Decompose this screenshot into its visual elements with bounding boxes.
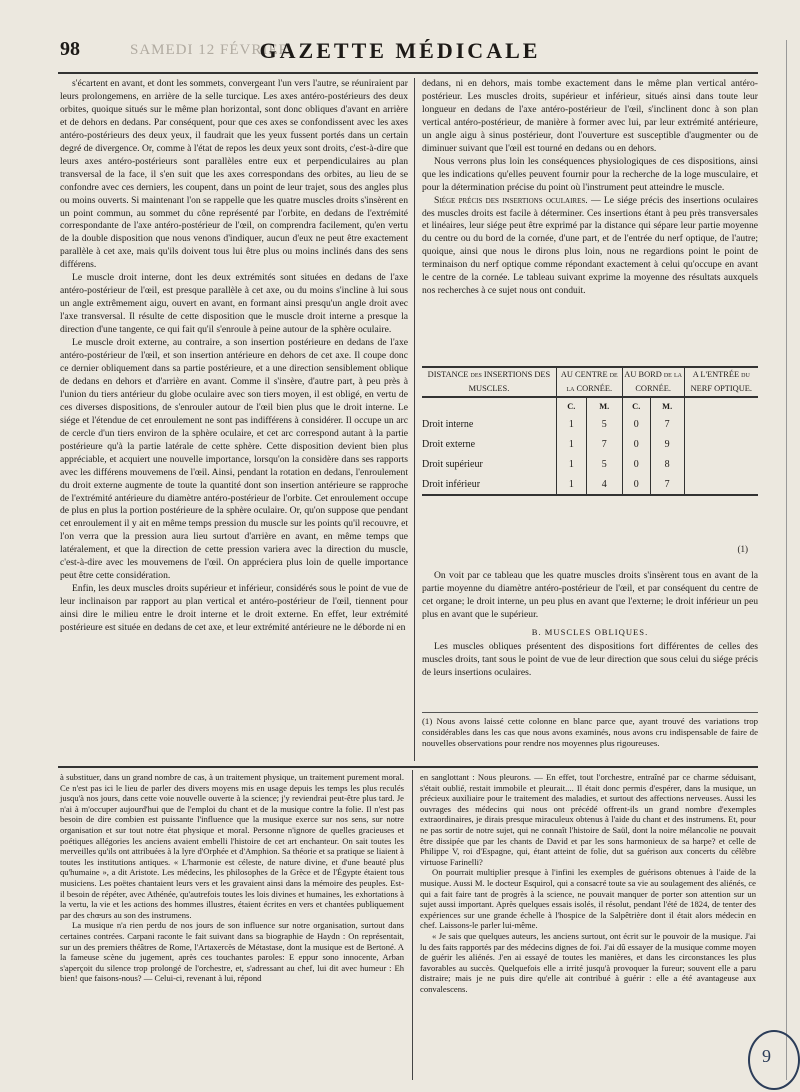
footnote-reference: (1) [737, 544, 748, 554]
row-label: Droit externe [422, 434, 556, 454]
row-label: Droit supérieur [422, 454, 556, 474]
table-subheader: M. [650, 397, 684, 414]
table-subheader: C. [622, 397, 650, 414]
paragraph: Le muscle droit interne, dont les deux extrémités sont situées en dedans de l'axe antéro-postérieur de l'œil, est presque parallèle à cet axe, ou du moins s'incline à lui sous un angle extrêmement aigu, ouvert en avant, en formant ainsi presqu'un angle droit avec l'axe transversal. Il résulte de cette disposition que le muscle droit interne a presque la direction d'une tangente, ce qui fait qu'il s'enroule à peine autour de la sphère oculaire. [60, 272, 408, 336]
table-row [422, 434, 758, 454]
page-header [40, 38, 760, 68]
cell: 9 [650, 434, 684, 454]
cell [684, 474, 758, 495]
paragraph: dedans, ni en dehors, mais tombe exactement dans le même plan vertical antéro-postérieur. Les muscles droits, supérieur et inférieur, situés ainsi dans toute leur longueur en dedans de l'axe antéro-postérieur de l'œil, s'inclinent donc à son plan vertical antéro-postérieur, de manière à former avec lui, par leur extrémité antérieure, un angle aigu à sinus postérieur, dont l'ouverture est susceptible d'augmenter ou de diminuer suivant que l'œil est tourné en dedans ou en dehors. [422, 78, 758, 154]
left-column [60, 78, 408, 635]
right-column-after-table [422, 570, 758, 680]
header-rule [58, 72, 758, 74]
cell: 1 [556, 434, 586, 454]
cell: 5 [586, 454, 622, 474]
footnote [422, 712, 758, 749]
table-row [422, 454, 758, 474]
paragraph: en sanglottant : Nous pleurons. — En effet, tout l'orchestre, entraîné par ce charme séduisant, s'était oublié, restait immobile et pleurait.... Il était donc permis d'espérer, dans la musique, un précieux auxiliaire pour le traitement des maladies, et surtout des affections nerveuses. Aussi les ouvrages des médecins qui nous ont précédé offrent-ils un grand nombre d'exemples extraordinaires, je dirais presque miraculeux obtenus à l'aide du chant et des instrumens. Et, pour ne pas sortir de notre sujet, qui ne connaît l'histoire de Saül, dont la noire mélancolie ne pouvait être dissipée que par les chants de David et par les sons harmonieux de sa harpe? et celle de Philippe V, roi d'Espagne, qui, étant atteint de folie, dut sa guérison aux concerts du célèbre virtuose Farinelli? [420, 772, 756, 867]
table-header: AU BORD de la CORNÉE. [622, 367, 684, 397]
page-edge-line [786, 40, 787, 1080]
paragraph: Enfin, les deux muscles droits supérieur et inférieur, considérés sous le point de vue de leur inclinaison par rapport au plan vertical et antéro-postérieur de l'œil, tiennent pour ainsi dire le milieu entre le droit interne et le droit externe. En effet, leur extrémité postérieure est située en dedans de cet axe, et leur extrémité antérieure ne le déborde ni en [60, 583, 408, 634]
footnote-text: (1) Nous avons laissé cette colonne en blanc parce que, ayant trouvé des variations trop considérables dans les cas que nous avons examinés, nous avons cru indispensable de faire de nouvelles observations pour rendre nos moyennes plus rigoureuses. [422, 716, 758, 748]
right-column-top [422, 78, 758, 298]
paragraph: à substituer, dans un grand nombre de cas, à un traitement physique, un traitement purement moral. Ce n'est pas ici le lieu de parler des divers moyens mis en usage depuis les temps les plus reculés jusqu'à nos jours, dans cette voie nouvelle ouverte à la science; j'y reviendrai peut-être plus tard. Je n'ai à m'occuper aujourd'hui que de l'emploi du chant et de la musique contre la folie. Il n'est pas besoin de dire combien est puissante l'influence que la musique exerce sur nos sens, sur notre organisation et sur tout notre état physique et moral. Personne n'ignore de quelles gracieuses et poétiques allégories les anciens avaient embelli l'histoire de cet art enchanteur. On sait toutes les merveilles qu'ils ont attribuées à la lyre d'Orphée et d'Amphion. Sa théorie et sa pratique se liaient à toutes les institutions antiques. « L'harmonie est céleste, de nature divine, et d'une beauté plus qu'humaine », a dit Aristote. Les médecins, les philosophes de la Grèce et de l'Égypte étaient tous musiciens. Les poëtes chantaient leurs vers et les gravaient ainsi dans la mémoire des peuples. Est-il besoin de répéter, avec Athénée, qu'autrefois toutes les lois divines et humaines, les exhortations à la vertu, la vie et les actions des hommes illustres, étaient écrites en vers et chantées publiquement par des chœurs au son des instrumens. [60, 772, 404, 920]
cell [684, 454, 758, 474]
cell: 0 [622, 454, 650, 474]
paragraph: La musique n'a rien perdu de nos jours de son influence sur notre organisation, surtout dans certaines contrées. Carpani raconte le fait suivant dans sa biographie de Haydn : On représentait, sur un des premiers théâtres de Rome, l'Artaxercès de Métastase, dont la musique est de Bertoné. A la fameuse scène du jugement, après ces touchantes paroles: E eppur sono innocente, Arban s'aperçoit du silence trop prolongé de l'orchestre, et, s'adressant au chef, lui dit avec humeur : Eh bien! que faisons-nous? — Celui-ci, revenant à lui, répond [60, 920, 404, 984]
section-heading: Siége précis des insertions oculaires. [434, 194, 588, 206]
cell: 7 [650, 414, 684, 434]
paragraph: On voit par ce tableau que les quatre muscles droits s'insèrent tous en avant de la partie moyenne du diamètre antéro-postérieur de l'œil, et par conséquent du centre de cet organe; le droit interne, un peu plus en avant que l'externe; le droit inférieur un peu plus en avant que le supérieur. [422, 570, 758, 620]
cell: 1 [556, 454, 586, 474]
feuilleton-left [60, 772, 404, 984]
table-subheader: C. [556, 397, 586, 414]
page-number: 98 [60, 38, 80, 60]
cell: 0 [622, 474, 650, 495]
cell: 1 [556, 474, 586, 495]
paragraph: s'écartent en avant, et dont les sommets, convergeant l'un vers l'autre, se réuniraient par leurs prolongemens, en arrière de la selle turcique. Les axes antéro-postérieurs des deux orbites, quoique situés sur le même plan horizontal, sont donc obliques d'avant en arrière et de dehors en dedans. Par conséquent, pour que ces axes se confondissent avec les axes antéro-postérieurs des deux yeux, il faudrait que les yeux fussent portés dans un certain degré de divergence. Or, comme à l'état de repos les deux yeux sont droits, c'est-à-dire que leurs axes antéro-postérieurs sont parallèles entre eux et perpendiculaires au plan transversal de la face, il s'en suit que les axes correspondans des orbites, au lieu de se confondre avec ces derniers, les coupent, dans un point de leur trajet, sous des angles plus ou moins ouverts. Si maintenant l'on se rappelle que les quatre muscles droits s'insèrent en un point commun, au sommet du cône représenté par l'orbite, en dedans de l'extrémité correspondante de l'axe antéro-postérieur de l'œil, on comprendra facilement, qu'en vertu de la double disposition que nous venons d'indiquer, aucun d'eux ne peut être exactement parallèle à cet axe, mais qu'ils doivent tous lui être plus ou moins inclinés dans des sens différens. [60, 78, 408, 271]
masthead-title: GAZETTE MÉDICALE [259, 38, 541, 63]
row-label: Droit inférieur [422, 474, 556, 495]
column-divider [414, 78, 415, 761]
table-row [422, 414, 758, 434]
cell: 0 [622, 434, 650, 454]
library-stamp [748, 1030, 800, 1090]
bleed-through-text: SAMEDI 12 FÉVRIER [130, 42, 290, 58]
feuilleton-rule [58, 766, 758, 768]
table-row [422, 474, 758, 495]
cell: 7 [650, 474, 684, 495]
section-text: — Le siége précis des insertions oculaires des muscles droits est facile à déterminer. Ces insertions étant à peu près transversales et linéaires, leur siége peut être exprimé par la distance qui sépare leur partie moyenne du centre ou du bord de la cornée, d'une part, et de l'entrée du nerf optique, de l'autre; quoique, ainsi que nous le dirons plus loin, nous ne regardions point le point de terminaison du nerf optique comme répondant exactement à celui qu'occupe en avant le centre de la cornée. Le tableau suivant exprime la moyenne des résultats auxquels nos recherches à ce sujet nous ont conduit. [422, 194, 758, 297]
row-label: Droit interne [422, 414, 556, 434]
column-divider-bottom [412, 770, 413, 1080]
cell [684, 434, 758, 454]
stamp-text: 9 [762, 1046, 771, 1066]
table-subheader [684, 397, 758, 414]
cell [684, 414, 758, 434]
cell: 8 [650, 454, 684, 474]
table-subheader [422, 397, 556, 414]
paragraph: « Je sais que quelques auteurs, les anciens surtout, ont écrit sur le pouvoir de la musique. J'ai lu des faits rapportés par des médecins dignes de foi. J'ai dû essayer de la musique comme moyen de guérir les aliénés. J'en ai essayé de toutes les manières, et dans les circonstances les plus favorables au succès. Quelquefois elle a irrité jusqu'à provoquer la fureur; souvent elle a paru distraire; mais je ne puis dire qu'elle ait contribué à guérir : elle a été avantageuse aux convalescens. [420, 930, 756, 994]
insertion-table [422, 366, 758, 566]
paragraph: Les muscles obliques présentent des dispositions fort différentes de celles des muscles droits, tant sous le point de vue de leur direction que sous celui du siége précis de leurs insertions oculaires. [422, 640, 758, 678]
cell: 1 [556, 414, 586, 434]
cell: 7 [586, 434, 622, 454]
table-header: DISTANCE des INSERTIONS DES MUSCLES. [422, 367, 556, 397]
table-header: AU CENTRE de la CORNÉE. [556, 367, 622, 397]
table-subheader: M. [586, 397, 622, 414]
section-heading-obliques: B. MUSCLES OBLIQUES. [531, 626, 649, 637]
paragraph: Le muscle droit externe, au contraire, a son insertion postérieure en dedans de l'axe antéro-postérieur de l'œil, et son insertion antérieure en dehors de cet axe. Il coupe donc ce dernier obliquement dans sa partie postérieure, et a une direction sensiblement oblique de dedans en dehors et d'arrière en avant. Comme il s'insère, d'autre part, à peu près à l'union du tiers antérieur du globe oculaire avec son tiers moyen, il est obligé, en vertu de ces diverses dispositions, de s'enrouler autour de l'œil bien plus que le droit interne. Le siége et l'étendue de cet enroulement ne sont pas indifférens à considérer. Il occupe un arc de cercle d'un tiers environ de la sphère oculaire, et cet arc correspond autant à la partie postérieure qu'à la partie latérale de cette sphère. Cette disposition devient bien plus appréciable, et acquiert une nouvelle importance, lorsqu'on la considère dans ses rapports avec les différens mouvemens de l'œil. Ainsi, pendant la rotation en dedans, l'enroulement du droit externe augmente de toute la quantité dont son insertion antérieure se rapproche de l'extrémité antérieure du diamètre antéro-postérieur de l'orbite. Cet enroulement occupe de plus en plus la portion postérieure de la sphère oculaire. Or, qu'on suppose que pendant cet enroulement il y ait en même temps pression du muscle sur les points qu'il recouvre, et l'on verra que la pression aura lieu surtout d'arrière en avant, en même temps que latéralement, et que la direction de cette pression variera avec la direction du muscle, c'est-à-dire avec les mouvemens de l'œil. On appréciera plus loin de quelle importance peut être cette considération. [60, 337, 408, 582]
paragraph: Nous verrons plus loin les conséquences physiologiques de ces dispositions, ainsi que les indications qu'elles peuvent fournir pour la recherche de la loge musculaire, et pour la détermination précise du point où l'instrument peut atteindre le muscle. [422, 155, 758, 193]
cell: 0 [622, 414, 650, 434]
paragraph: On pourrait multiplier presque à l'infini les exemples de guérisons obtenues à l'aide de la musique. Aussi M. le docteur Esquirol, qui a consacré toute sa vie au soulagement des aliénés, ce qui a fait faire tant de progrès à la science, ne pouvait manquer de porter son attention sur un sujet aussi important. Après quelques essais isolés, il résolut, pendant l'été de 1824, de tenter des expériences sur une grande échelle à l'hospice de la Salpêtrière dont il était alors médecin en chef. Laissons-le parler lui-même. [420, 867, 756, 931]
table-header: A L'ENTRÉE du NERF OPTIQUE. [690, 370, 752, 393]
cell: 5 [586, 414, 622, 434]
section-insertions [422, 195, 758, 299]
cell: 4 [586, 474, 622, 495]
feuilleton-right [420, 772, 756, 994]
